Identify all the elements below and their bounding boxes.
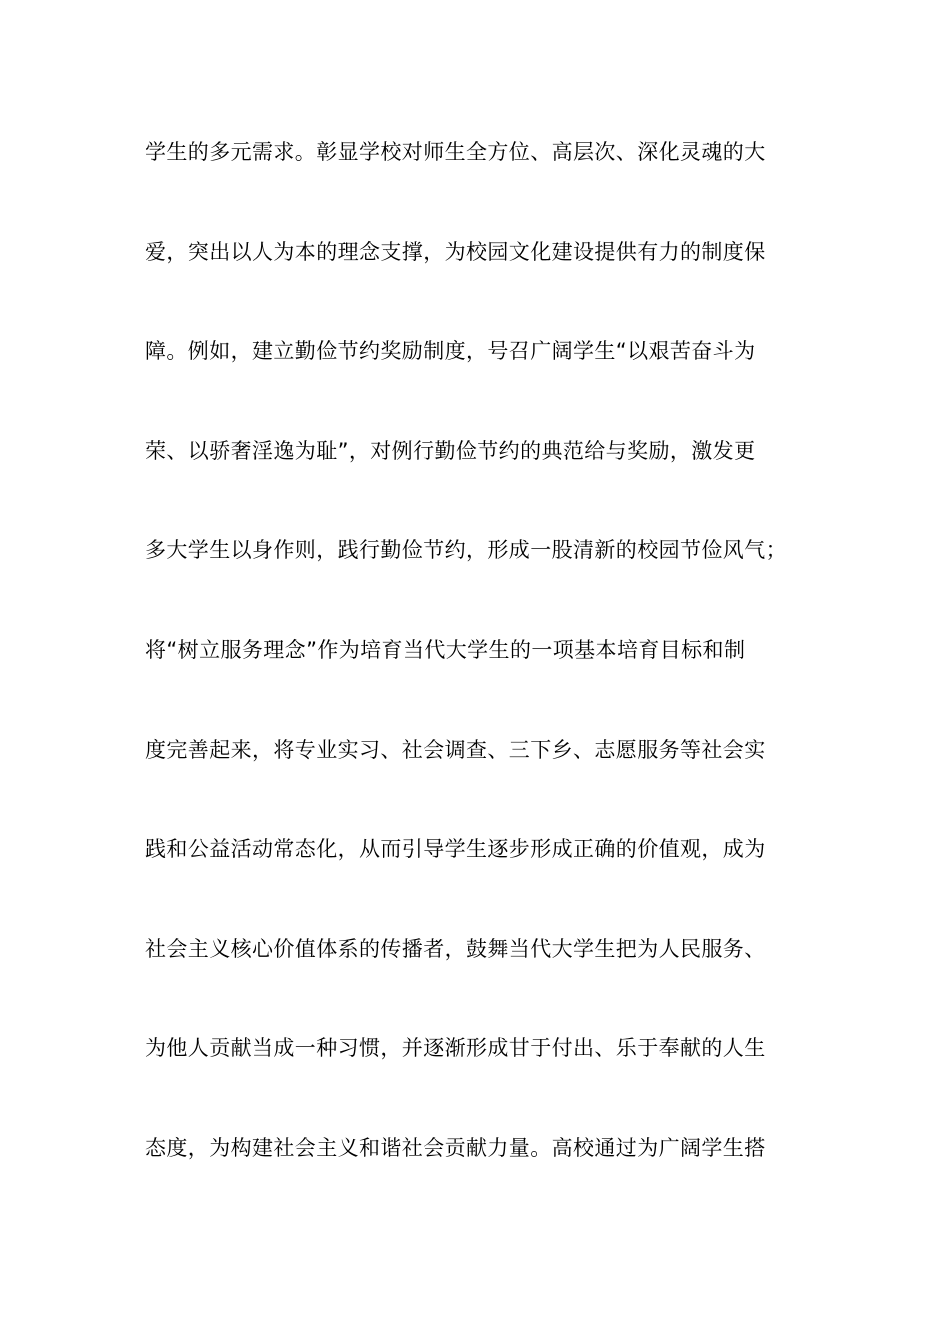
text-line: 社会主义核心价值体系的传播者，鼓舞当代大学生把为人民服务、 (145, 936, 766, 961)
text-line: 态度，为构建社会主义和谐社会贡献力量。高校通过为广阔学生搭 (145, 1135, 766, 1160)
text-line: 荣、以骄奢淫逸为耻”，对例行勤俭节约的典范给与奖励，激发更 (145, 438, 756, 463)
body-text (145, 132, 825, 1228)
text-line: 障。例如，建立勤俭节约奖励制度，号召广阔学生“以艰苦奋斗为 (145, 339, 756, 364)
text-line: 爱，突出以人为本的理念支撑，为校园文化建设提供有力的制度保 (145, 239, 766, 264)
text-line: 学生的多元需求。彰显学校对师生全方位、高层次、深化灵魂的大 (145, 140, 766, 164)
text-line: 践和公益活动常态化，从而引导学生逐步形成正确的价值观，成为 (145, 837, 766, 862)
text-line: 将“树立服务理念”作为培育当代大学生的一项基本培育目标和制 (145, 637, 746, 662)
text-line: 为他人贡献当成一种习惯，并逐渐形成甘于付出、乐于奉献的人生 (145, 1036, 766, 1061)
text-line: 多大学生以身作则，践行勤俭节约，形成一股清新的校园节俭风气； (145, 538, 787, 563)
text-line: 度完善起来，将专业实习、社会调查、三下乡、志愿服务等社会实 (145, 737, 766, 762)
